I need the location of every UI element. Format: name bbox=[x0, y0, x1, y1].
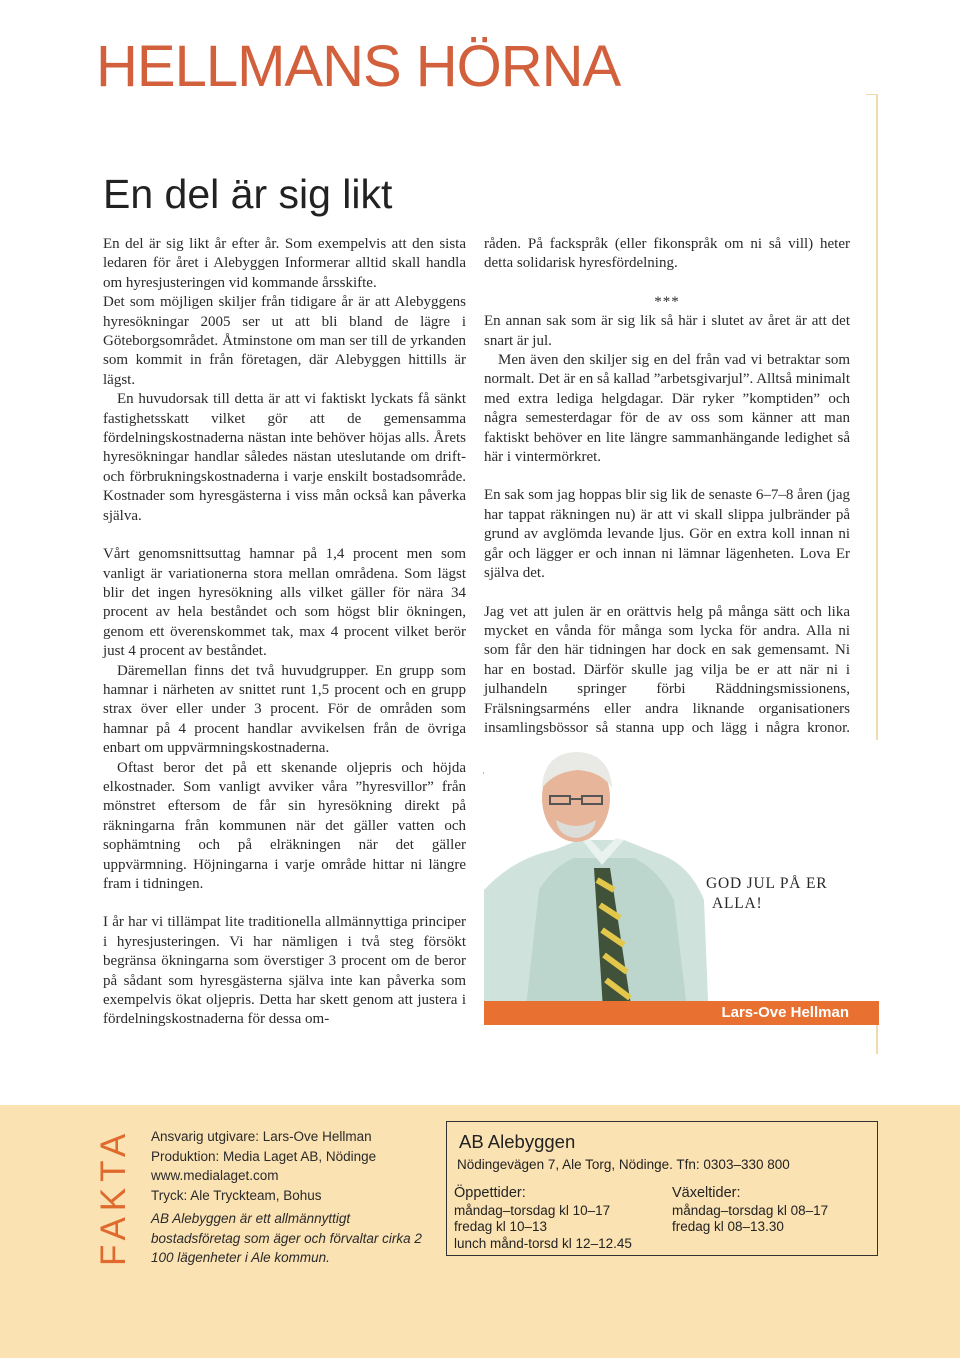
company-name: AB Alebyggen bbox=[459, 1131, 576, 1152]
paragraph: I år har vi tillämpat lite traditionella allmännyttiga principer i hyresjusteringen. Vi har nämligen i två steg försökt begränsa ökningarna som överstiger 3 procent om de beror på sådant som hyresgästerna själva inte kan påverka som exempelvis ökat oljepris. Detta har skett genom att justera i fördelningskostnaderna för dessa om- bbox=[103, 914, 466, 1028]
christmas-greeting bbox=[706, 874, 827, 913]
paragraph: Däremellan finns det två huvudgrupper. En grupp som hamnar i närheten av snittet runt 1,5 procent och en grupp strax över eller under 3 procent. För de områden som hamnar på 4 procent handlar avvikelsen från de övriga enbart om uppvärmningskostnaderna. bbox=[103, 662, 466, 757]
section-banner: HELLMANS HÖRNA bbox=[96, 34, 621, 99]
paragraph: En annan sak som är sig lik så här i slutet av året är att det snart är jul. bbox=[484, 313, 850, 349]
paragraph: Vårt genomsnittsuttag hamnar på 1,4 procent men som vanligt är variationerna stora mellan områdena. Som lägst blir det ingen hyresökning alls vilket gäller för nära 34 procent av hela beståndet och som högst blir ökningen, genom ett överenskommet tak, max 4 procent vilket berör just 4 procent av beståndet. bbox=[103, 546, 466, 660]
switchboard-hours-line: måndag–torsdag kl 08–17 bbox=[672, 1202, 829, 1218]
fakta-label: FAKTA bbox=[94, 1127, 133, 1266]
greeting-line: ALLA! bbox=[712, 894, 763, 912]
photo-caption-bar bbox=[484, 1001, 879, 1025]
greeting-line: GOD JUL PÅ ER bbox=[706, 875, 828, 892]
opening-hours-line: lunch månd-torsd kl 12–12.45 bbox=[454, 1235, 632, 1251]
switchboard-hours-line: fredag kl 08–13.30 bbox=[672, 1219, 784, 1234]
opening-hours-line: måndag–torsdag kl 10–17 bbox=[454, 1202, 611, 1218]
opening-hours-line: fredag kl 10–13 bbox=[454, 1219, 548, 1234]
production-line: Produktion: Media Laget AB, Nödinge bbox=[151, 1148, 377, 1164]
section-break-stars: *** bbox=[654, 293, 680, 310]
paragraph: Men även den skiljer sig en del från vad vi betraktar som normalt. Det är en så kallad ”arbetsgivarjul”. Alltså minimalt med extra lediga helgdagar. Där ryker ”komptiden” och några semesterdagar för de av oss som känner att man faktiskt behöver en lite längre sammanhängande ledighet så här i vintermörkret. bbox=[484, 352, 850, 466]
paragraph: Det som möjligen skiljer från tidigare år är att Alebyggens hyresökningar 2005 ser ut att bli bland de lägre i Göteborgsområdet. Åtminstone om man ser till de yrkanden som kommit in från företagen, där Alebyggen hittills är lägst. bbox=[103, 294, 466, 388]
paragraph: Oftast beror det på ett skenande oljepris och höjda elkostnader. Som vanligt avviker våra ”hyresvillor” från mönstret eftersom de får sin hyresökning direkt på räkningarna från kommunen när det gäller vatten och sophämtning och på elräkningen när det gäller uppvärmning. Höjningarna i varje område hittar ni längre fram i tidningen. bbox=[103, 759, 466, 892]
switchboard-hours-title: Växeltider: bbox=[672, 1185, 741, 1201]
website-link[interactable]: www.medialaget.com bbox=[151, 1168, 279, 1183]
paragraph: En huvudorsak till detta är att vi faktiskt lyckats få sänkt fastighetsskatt vilket gör att de gemensamma fördelningskostnaderna nästan inte behöver höjas alls. Årets hyresökningar handlar således nästan uteslutande om drift- och förbrukningskostnaderna i varje enskilt bostadsområde. Kostnader som hyresgästerna i viss mån också kan påverka själva. bbox=[103, 391, 466, 524]
paragraph: En sak som jag hoppas blir sig lik de senaste 6–7–8 åren (jag har tappat räkningen nu) är att vi skall slippa julbränder på grund av avglömda levande ljus. Gör en extra koll innan ni går och lägger er och innan ni lämnar lägenheten. Lova Er själva det. bbox=[484, 487, 850, 582]
photo-caption: Lars-Ove Hellman bbox=[721, 1004, 849, 1021]
publisher-line: Ansvarig utgivare: Lars-Ove Hellman bbox=[151, 1129, 372, 1144]
paragraph: Jag vet att julen är en orättvis helg på många sätt och lika mycket en vånda för många som lycka för andra. Alla ni som får den här tidningen har dock en sak gemensamt. Ni har en bostad. Därför skulle jag vilja be er att när ni i julhandeln springer förbi Räddningsmissionens, Frälsningsarméns eller andra liknande organisationers insamlingsbössor så stanna upp och lägg i några kronor. bbox=[484, 603, 850, 736]
company-address: Nödingevägen 7, Ale Torg, Nödinge. Tfn: 0303–330 800 bbox=[457, 1157, 790, 1172]
print-line: Tryck: Ale Tryckteam, Bohus bbox=[151, 1187, 322, 1203]
credits-block bbox=[151, 1127, 436, 1268]
article-right-column bbox=[484, 235, 850, 777]
paragraph: En del är sig likt år efter år. Som exempelvis att den sista ledaren för året i Alebyggen Informerar alltid skall handla om hyresjusteringen vid kommande årsskifte. bbox=[103, 236, 466, 291]
opening-hours bbox=[454, 1185, 632, 1252]
paragraph: råden. På fackspråk (eller fikonspråk om ni så vill) heter detta solidarisk hyresfördelning. bbox=[484, 236, 850, 272]
opening-hours-title: Öppettider: bbox=[454, 1185, 526, 1201]
company-description: AB Alebyggen är ett allmännyttigt bostadsföretag som äger och förvaltar cirka 2 100 lägenheter i Ale kommun. bbox=[151, 1211, 422, 1265]
article-heading: En del är sig likt bbox=[103, 171, 393, 217]
switchboard-hours bbox=[672, 1185, 828, 1236]
article-left-column bbox=[103, 235, 466, 1030]
contact-box bbox=[446, 1121, 878, 1256]
